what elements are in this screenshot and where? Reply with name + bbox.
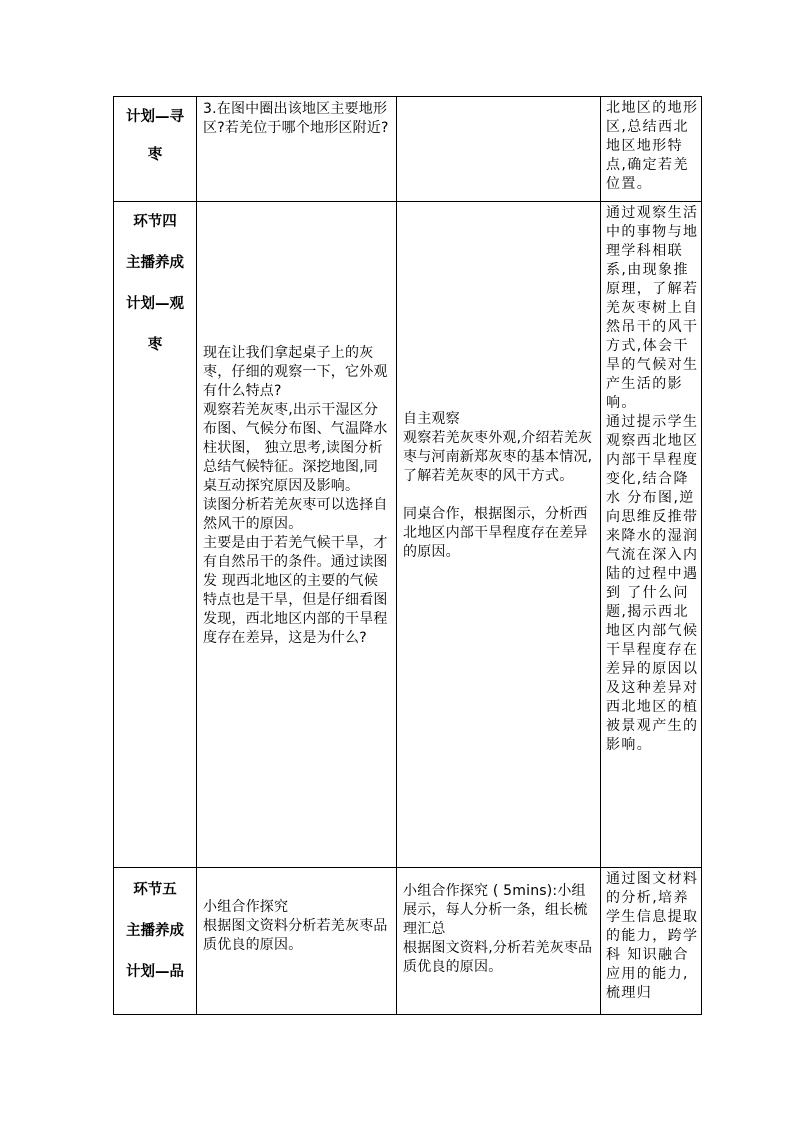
design-intent-text: 北地区的地形区,总结西北地区地形特点,确定若羌位置。 <box>606 100 699 192</box>
teacher-activity-text: 3.在图中圈出该地区主要地形区?若羌位于哪个地形区附近? <box>203 101 389 136</box>
activity-paragraph: 根据图文资料分析若羌灰枣品质优良的原因。 <box>203 918 388 953</box>
teacher-activity-cell <box>197 868 397 1015</box>
section-title-line: 主播养成 <box>126 255 184 271</box>
activity-paragraph: 小组合作探究 <box>203 899 289 915</box>
student-paragraph: 观察若羌灰枣外观,介绍若羌灰枣与河南新郑灰枣的基本情况,了解若羌灰枣的风干方式。 <box>403 430 593 484</box>
student-activity-cell <box>397 202 601 868</box>
design-intent-cell <box>601 868 702 1015</box>
teacher-activity-cell <box>197 97 397 202</box>
design-intent-text: 通过图文材料的分析,培养学生信息提取的能力，跨学科 知识融合应用的能力,梳理归 <box>606 871 699 1001</box>
student-paragraph: 根据图文资料,分析若羌灰枣品质优良的原因。 <box>403 940 593 975</box>
section-title-line: 枣 <box>147 147 163 163</box>
design-paragraph: 通过提示学生观察西北地区内部干旱程度变化,结合降水 分布图,逆向思维反推带来降水的湿润气流在深入内陆的过程中遇到 了什么问题,揭示西北地区内部气候干旱程度存在差异的原因以及这种差异对西北地区的植被景观产生的影响。 <box>606 414 699 753</box>
design-paragraph: 通过观察生活中的事物与地理学科相联系,由现象推原理，了解若羌灰枣树上自然吊干的风干方式,体会干旱的气候对生产生活的影响。 <box>606 205 699 411</box>
section-title-line: 计划—观 <box>126 296 184 312</box>
section-cell <box>114 868 197 1015</box>
student-activity-text <box>397 97 600 102</box>
design-intent-cell <box>601 202 702 868</box>
section-title-line: 环节五 <box>133 882 177 898</box>
lesson-plan-table <box>113 96 702 1015</box>
section-title-line: 枣 <box>147 337 163 353</box>
table-row <box>114 868 702 1015</box>
section-title-line: 计划—品 <box>126 964 184 980</box>
section-title-line: 主播养成 <box>126 923 184 939</box>
student-paragraph: 自主观察 <box>403 411 460 427</box>
table-row <box>114 97 702 202</box>
activity-paragraph: 观察若羌灰枣,出示干湿区分布图、气候分布图、气温降水柱状图， 独立思考,读图分析总结气候特征。深挖地图,同桌互动探究原因及影响。 <box>203 402 388 494</box>
section-title-line: 计划—寻 <box>126 109 184 125</box>
student-paragraph: 同桌合作，根据图示，分析西北地区内部干旱程度存在差异的原因。 <box>403 506 588 560</box>
section-cell <box>114 202 197 868</box>
activity-paragraph: 现在让我们拿起桌子上的灰枣，仔细的观察一下，它外观有什么特点? <box>203 345 388 399</box>
table-row <box>114 202 702 868</box>
activity-paragraph: 主要是由于若羌气候干旱，才有自然吊干的条件。通过读图发 现西北地区的主要的气候特点也是干旱，但是仔细看图发现，西北地区内部的干旱程度存在差异，这是为什么? <box>203 535 388 646</box>
student-activity-cell <box>397 97 601 202</box>
activity-paragraph: 读图分析若羌灰枣可以选择自然风干的原因。 <box>203 497 388 532</box>
section-cell <box>114 97 197 202</box>
student-paragraph: 小组合作探究 ( 5mins):小组展示，每人分析一条，组长梳理汇总 <box>403 883 588 937</box>
design-intent-cell <box>601 97 702 202</box>
student-activity-cell <box>397 868 601 1015</box>
section-title-line: 环节四 <box>133 214 177 230</box>
teacher-activity-cell <box>197 202 397 868</box>
